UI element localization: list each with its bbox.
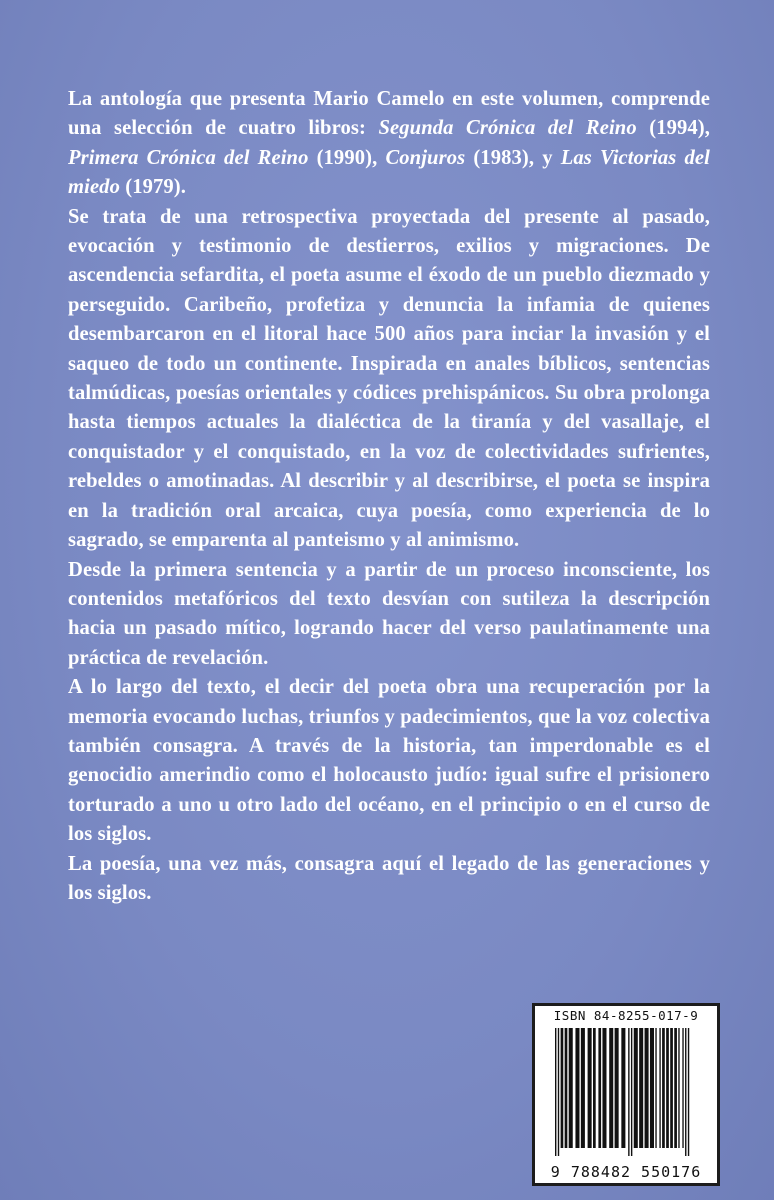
barcode-bar xyxy=(670,1028,673,1148)
book-title-1: Segunda Crónica del Reino xyxy=(378,117,637,140)
barcode-guard-bar xyxy=(558,1028,559,1156)
isbn-label: ISBN 84-8255-017-9 xyxy=(553,1008,699,1023)
barcode-bar xyxy=(575,1028,579,1148)
back-cover-synopsis xyxy=(68,85,710,908)
barcode-bar xyxy=(678,1028,679,1148)
barcode-guard-bar xyxy=(688,1028,689,1156)
barcode-bar xyxy=(602,1028,606,1148)
barcode-guard-bar xyxy=(555,1028,556,1156)
barcode-bar xyxy=(609,1028,613,1148)
barcode-bar xyxy=(639,1028,643,1148)
barcode-bar xyxy=(682,1028,683,1148)
barcode-bar xyxy=(666,1028,669,1148)
barcode-bar xyxy=(655,1028,656,1148)
barcode-bar xyxy=(621,1028,625,1148)
barcode-guard-bar xyxy=(631,1028,632,1156)
book-title-3: Conjuros xyxy=(385,146,466,169)
barcode-digits: 9 788482 550176 xyxy=(550,1163,702,1181)
barcode-bar xyxy=(662,1028,665,1148)
barcode-bar xyxy=(561,1028,564,1148)
barcode-bar xyxy=(588,1028,592,1148)
barcode-bar xyxy=(674,1028,677,1148)
barcode-bar xyxy=(659,1028,660,1148)
paragraph-5: La poesía, una vez más, consagra aquí el legado de las generaciones y los siglos. xyxy=(68,852,710,904)
paragraph-4: A lo largo del texto, el decir del poeta obra una recuperación por la memoria evocando luchas, triunfos y padecimientos, que la voz colectiva también consagra. A través de la historia, tan imperdonable es el genocidio amerindio como el holocausto judío: igual sufre el prisionero torturado a uno u otro lado del océano, en el principio o en el curso de los siglos. xyxy=(68,676,710,846)
barcode-bar xyxy=(581,1028,585,1148)
barcode-bar xyxy=(565,1028,568,1148)
paragraph-2: Se trata de una retrospectiva proyectada del presente al pasado, evocación y testimonio de destierros, exilios y migraciones. De ascendencia sefardita, el poeta asume el éxodo de un pueblo diezmado y perseguido. Caribeño, profetiza y denuncia la infamia de quienes desembarcaron en el litoral hace 500 años para inciar la invasión y el saqueo de todo un continente. Inspirada en anales bíblicos, sentencias talmúdicas, poesías orientales y códices prehispánicos. Su obra prolonga hasta tiempos actuales la dialéctica de la tiranía y del vasallaje, el conquistador y el conquistado, en la voz de colectividades sufrientes, rebeldes o amotinadas. Al describir y al describirse, el poeta se inspira en la tradición oral arcaica, cuya poesía, como experiencia de lo sagrado, se emparenta al panteismo y al animismo. xyxy=(68,205,710,552)
barcode-bar xyxy=(615,1028,619,1148)
book-title-2: Primera Crónica del Reino xyxy=(68,146,309,169)
barcode-bar xyxy=(569,1028,573,1148)
paragraph-3: Desde la primera sentencia y a partir de un proceso inconsciente, los contenidos metafóricos del texto desvían con sutileza la descripción hacia un pasado mítico, logrando hacer del verso paulatinamente una práctica de revelación. xyxy=(68,558,710,669)
barcode-bar xyxy=(593,1028,596,1148)
paragraph-1: La antología que presenta Mario Camelo en este volumen, comprende una selección de cuatro libros: Segunda Crónica del Reino (1994), Primera Crónica del Reino (1990), Conjuros (1983), y Las Victorias del miedo (1979). xyxy=(68,88,710,199)
barcode-bar xyxy=(634,1028,638,1148)
barcode-bar xyxy=(598,1028,601,1148)
barcode-guard-bar xyxy=(628,1028,629,1156)
barcode-bar xyxy=(645,1028,649,1148)
barcode-bar xyxy=(650,1028,654,1148)
isbn-barcode xyxy=(532,1003,720,1186)
book-title-4: Las Victorias del miedo xyxy=(68,146,710,199)
barcode-bars xyxy=(553,1028,699,1156)
barcode-guard-bar xyxy=(685,1028,686,1156)
